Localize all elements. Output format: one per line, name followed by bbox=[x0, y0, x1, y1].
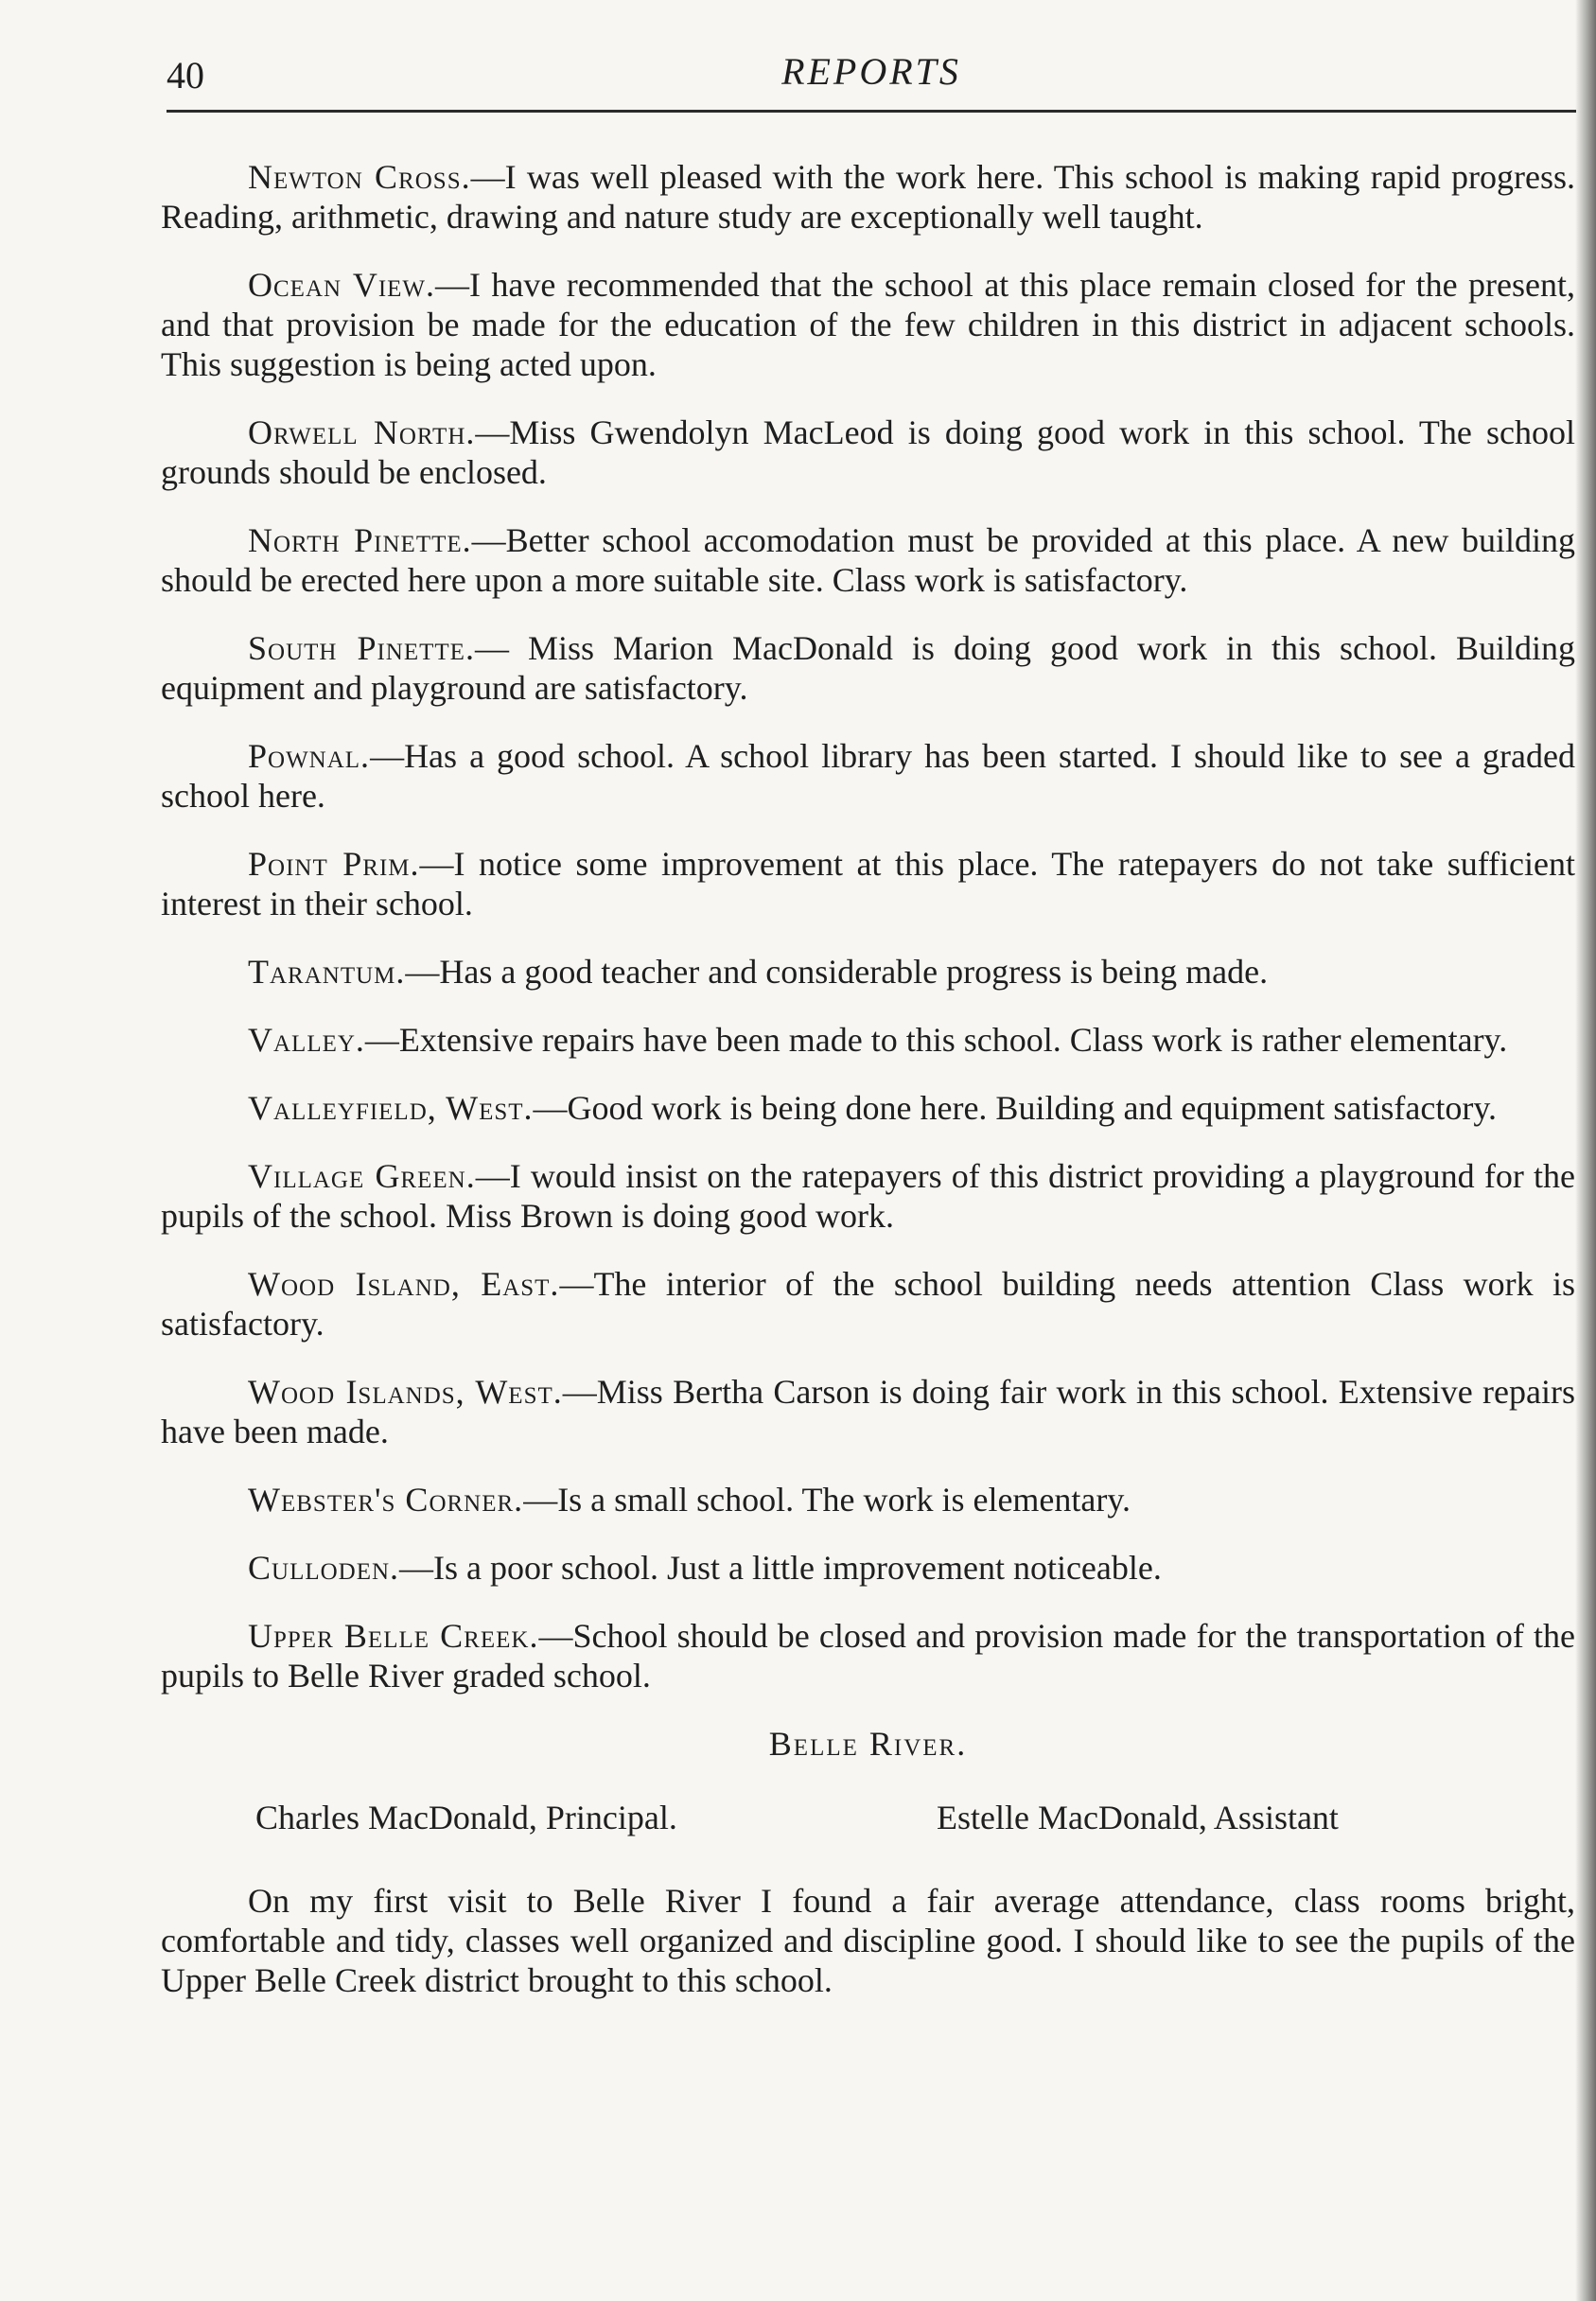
place-name: Tarantum. bbox=[248, 953, 406, 991]
place-name: Ocean View. bbox=[248, 266, 436, 304]
report-text: — Miss Marion MacDonald is doing good work in this school. Building equipment and playground are satisfactory. bbox=[161, 629, 1575, 707]
report-paragraph bbox=[161, 1020, 1575, 1060]
page-number: 40 bbox=[167, 54, 204, 97]
report-text: —School should be closed and provision made for the transportation of the pupils to Belle River graded school. bbox=[161, 1617, 1575, 1695]
report-text: —Better school accomodation must be provided at this place. A new building should be erected here upon a more suitable site. Class work is satisfactory. bbox=[161, 521, 1575, 599]
report-paragraph bbox=[161, 1616, 1575, 1695]
report-paragraph bbox=[161, 1264, 1575, 1344]
report-paragraph bbox=[161, 1156, 1575, 1236]
page-edge-shadow bbox=[1575, 0, 1596, 2301]
page-header bbox=[167, 49, 1576, 115]
report-paragraph bbox=[161, 952, 1575, 992]
header-rule bbox=[167, 110, 1576, 113]
place-name: Orwell North. bbox=[248, 413, 476, 451]
place-name: Valley. bbox=[248, 1021, 365, 1059]
place-name: Culloden. bbox=[248, 1549, 400, 1587]
place-name: Village Green. bbox=[248, 1157, 476, 1195]
assistant-name: Estelle MacDonald, Assistant bbox=[937, 1799, 1339, 1836]
place-name: Wood Island, East. bbox=[248, 1265, 560, 1303]
report-text: —I would insist on the ratepayers of this district providing a playground for the pupils of the school. Miss Brown is doing good work. bbox=[161, 1157, 1576, 1235]
place-name: Newton Cross. bbox=[248, 158, 471, 196]
report-paragraph bbox=[161, 1372, 1575, 1451]
place-name: Pownal. bbox=[248, 737, 371, 775]
report-text: —Has a good teacher and considerable progress is being made. bbox=[405, 953, 1269, 991]
running-head: REPORTS bbox=[781, 50, 961, 93]
report-paragraph bbox=[161, 844, 1575, 923]
report-paragraph bbox=[161, 157, 1575, 237]
place-name: Valleyfield, West. bbox=[248, 1089, 534, 1127]
report-text: —The interior of the school building needs attention Class work is satisfactory. bbox=[161, 1265, 1575, 1343]
staff-line bbox=[161, 1798, 1575, 1843]
report-paragraph bbox=[161, 520, 1575, 600]
report-paragraph bbox=[161, 736, 1575, 816]
report-text: —I have recommended that the school at this place remain closed for the present, and that provision be made for the education of the few children in this district in adjacent schools. This suggestion is being acted upon. bbox=[161, 266, 1575, 383]
place-name: South Pinette. bbox=[248, 629, 475, 667]
report-paragraph bbox=[161, 1088, 1575, 1128]
principal-name: Charles MacDonald, Principal. bbox=[255, 1799, 677, 1836]
report-text: —Has a good school. A school library has been started. I should like to see a graded school here. bbox=[161, 737, 1575, 815]
report-text: —Miss Gwendolyn MacLeod is doing good work in this school. The school grounds should be enclosed. bbox=[161, 413, 1575, 491]
report-paragraph bbox=[161, 1548, 1575, 1588]
report-text: —Is a small school. The work is elementary. bbox=[523, 1481, 1131, 1519]
report-paragraph bbox=[161, 628, 1575, 708]
section-paragraph: On my first visit to Belle River I found a fair average attendance, class rooms bright, comfortable and tidy, classes well organized and discipline good. I should like to see the pupils of the Upper Belle Creek district brought to this school. bbox=[161, 1882, 1575, 1999]
report-text: —I notice some improvement at this place. The ratepayers do not take sufficient interest in their school. bbox=[161, 845, 1575, 922]
section-heading: Belle River. bbox=[768, 1725, 968, 1763]
report-text: —Extensive repairs have been made to this school. Class work is rather elementary. bbox=[364, 1021, 1508, 1059]
report-paragraph bbox=[161, 1480, 1575, 1519]
report-text: —Is a poor school. Just a little improvement noticeable. bbox=[399, 1549, 1162, 1587]
place-name: North Pinette. bbox=[248, 521, 472, 559]
report-paragraph bbox=[161, 413, 1575, 492]
place-name: Point Prim. bbox=[248, 845, 420, 883]
place-name: Upper Belle Creek. bbox=[248, 1617, 539, 1655]
report-paragraph bbox=[161, 265, 1575, 384]
place-name: Wood Islands, West. bbox=[248, 1373, 563, 1411]
report-text: —Good work is being done here. Building and equipment satisfactory. bbox=[533, 1089, 1497, 1127]
report-body bbox=[161, 157, 1575, 2029]
report-text: —I was well pleased with the work here. This school is making rapid progress. Reading, arithmetic, drawing and nature study are exceptionally well taught. bbox=[161, 158, 1575, 236]
report-text: —Miss Bertha Carson is doing fair work in this school. Extensive repairs have been made. bbox=[161, 1373, 1575, 1450]
place-name: Webster's Corner. bbox=[248, 1481, 524, 1519]
